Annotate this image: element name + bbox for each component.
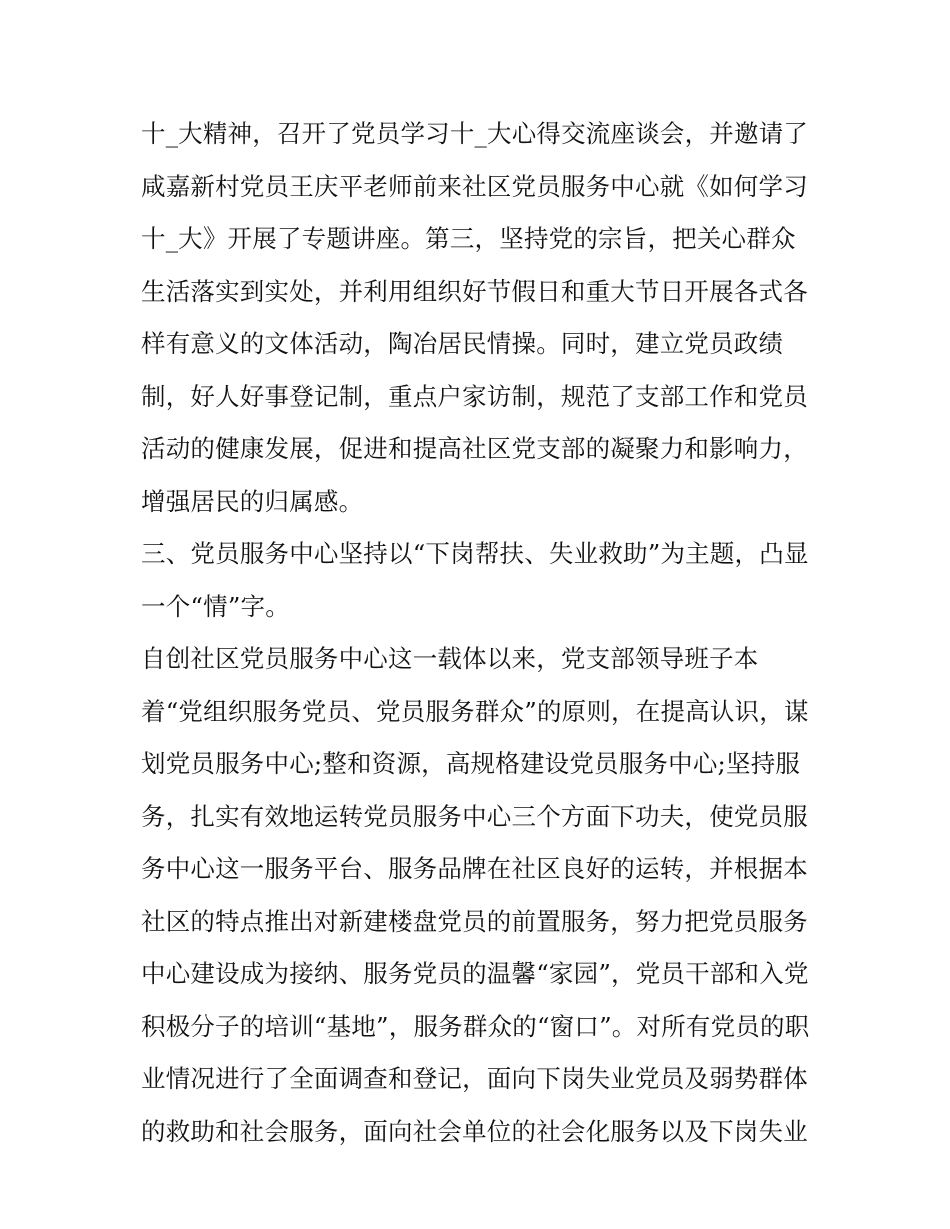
text-line-7: 活动的健康发展，促进和提高社区党支部的凝聚力和影响力，: [141, 434, 808, 463]
text-line-4: 生活落实到实处，并利用组织好节假日和重大节日开展各式各: [141, 276, 808, 306]
text-line-13: 划党员服务中心;整和资源，高规格建设党员服务中心;坚持服: [141, 749, 801, 778]
text-line-14: 务，扎实有效地运转党员服务中心三个方面下功夫，使党员服: [141, 801, 808, 831]
section-heading-line-1: 三、党员服务中心坚持以“下岗帮扶、失业救助”为主题，凸显: [141, 539, 809, 568]
text-line-5: 样有意义的文体活动，陶冶居民情操。同时，建立党员政绩: [141, 329, 784, 358]
text-line-18: 积极分子的培训“基地”，服务群众的“窗口”。对所有党员的职: [141, 1011, 810, 1041]
text-line-16: 社区的特点推出对新建楼盘党员的前置服务，努力把党员服务: [141, 906, 808, 936]
text-line-20: 的救助和社会服务，面向社会单位的社会化服务以及下岗失业: [141, 1116, 808, 1146]
body-text: [141, 108, 821, 1158]
text-line-1: 十_大精神，召开了党员学习十_大心得交流座谈会，并邀请了: [141, 119, 809, 148]
text-line-12: 着“党组织服务党员、党员服务群众”的原则，在提高认识，谋: [141, 696, 809, 726]
text-line-3: 十_大》开展了专题讲座。第三，坚持党的宗旨，把关心群众: [141, 224, 796, 253]
text-line-6: 制，好人好事登记制，重点户家访制，规范了支部工作和党员: [141, 381, 808, 411]
text-line-2: 咸嘉新村党员王庆平老师前来社区党员服务中心就《如何学习: [141, 171, 808, 201]
text-line-8: 增强居民的归属感。: [141, 486, 364, 516]
text-line-11: 自创社区党员服务中心这一载体以来，党支部领导班子本: [141, 644, 759, 673]
section-heading-line-2: 一个“情”字。: [141, 591, 290, 621]
text-line-15: 务中心这一服务平台、服务品牌在社区良好的运转，并根据本: [141, 854, 808, 883]
text-line-17: 中心建设成为接纳、服务党员的温馨“家园”，党员干部和入党: [141, 959, 809, 988]
text-line-19: 业情况进行了全面调查和登记，面向下岗失业党员及弱势群体: [141, 1064, 808, 1093]
